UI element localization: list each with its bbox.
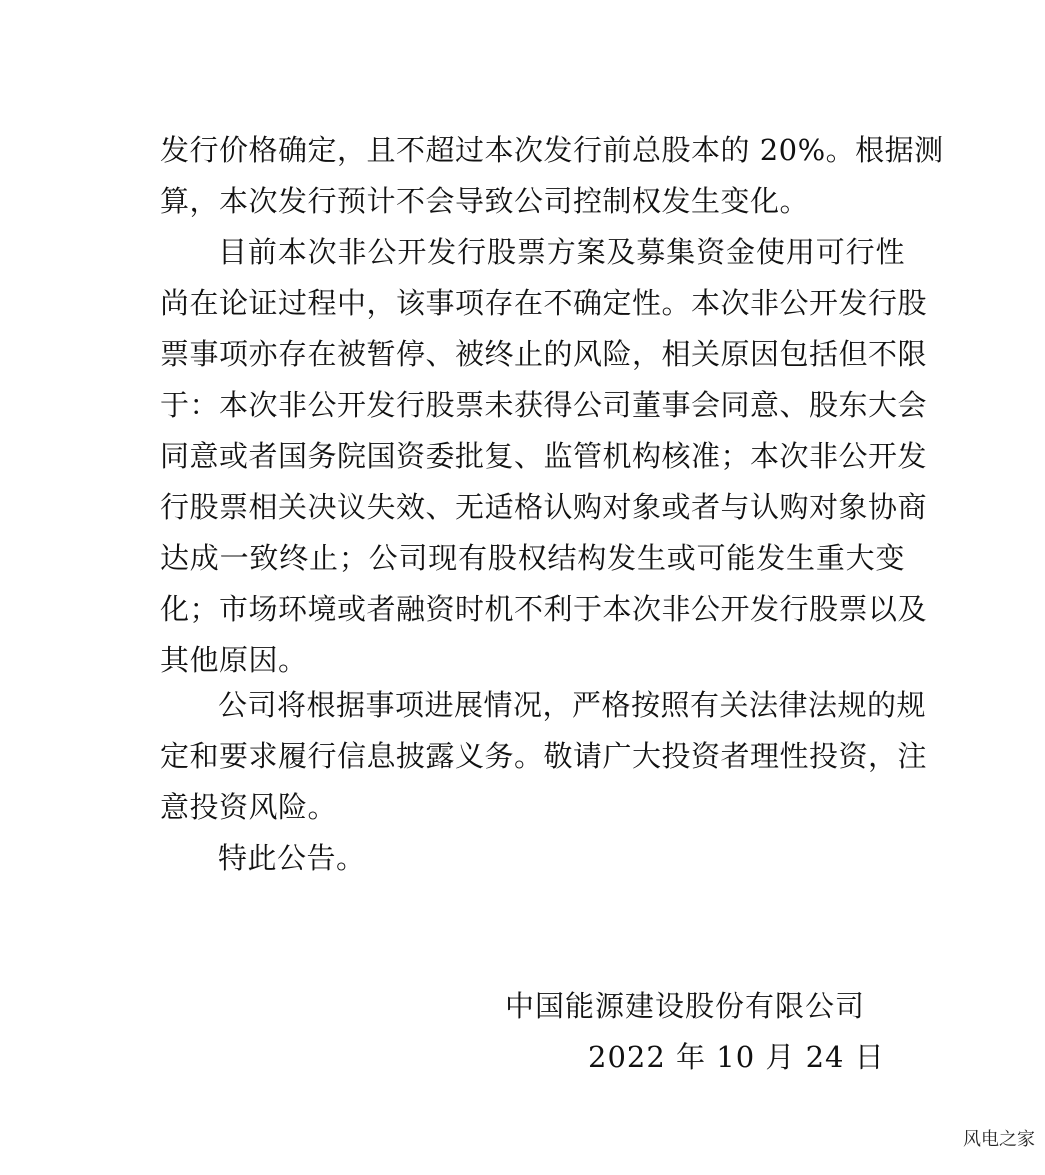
paragraph-2-line-4: 于：本次非公开发行股票未获得公司董事会同意、股东大会 [160, 388, 928, 422]
paragraph-2-line-9: 其他原因。 [160, 643, 308, 677]
paragraph-1-line-1: 发行价格确定，且不超过本次发行前总股本的 20%。根据测 [160, 133, 944, 167]
paragraph-3-line-1: 公司将根据事项进展情况，严格按照有关法律法规的规 [218, 688, 927, 722]
signature-company: 中国能源建设股份有限公司 [505, 989, 866, 1023]
paragraph-1-line-2: 算，本次发行预计不会导致公司控制权发生变化。 [160, 184, 810, 218]
paragraph-3-line-3: 意投资风险。 [160, 790, 338, 824]
paragraph-2-line-8: 化；市场环境或者融资时机不利于本次非公开发行股票以及 [160, 592, 928, 626]
watermark-text: 风电之家 [963, 1129, 1035, 1150]
closing-text: 特此公告。 [218, 841, 366, 875]
paragraph-2-line-7: 达成一致终止；公司现有股权结构发生或可能发生重大变 [160, 541, 905, 575]
paragraph-2-line-2: 尚在论证过程中，该事项存在不确定性。本次非公开发行股 [160, 286, 928, 320]
paragraph-2-line-1: 目前本次非公开发行股票方案及募集资金使用可行性 [218, 235, 905, 269]
paragraph-2-line-3: 票事项亦存在被暂停、被终止的风险，相关原因包括但不限 [160, 337, 928, 371]
paragraph-3-line-2: 定和要求履行信息披露义务。敬请广大投资者理性投资，注 [160, 739, 928, 773]
signature-date: 2022 年 10 月 24 日 [588, 1040, 885, 1074]
paragraph-2-line-5: 同意或者国务院国资委批复、监管机构核准；本次非公开发 [160, 439, 928, 473]
paragraph-2-line-6: 行股票相关决议失效、无适格认购对象或者与认购对象协商 [160, 490, 928, 524]
